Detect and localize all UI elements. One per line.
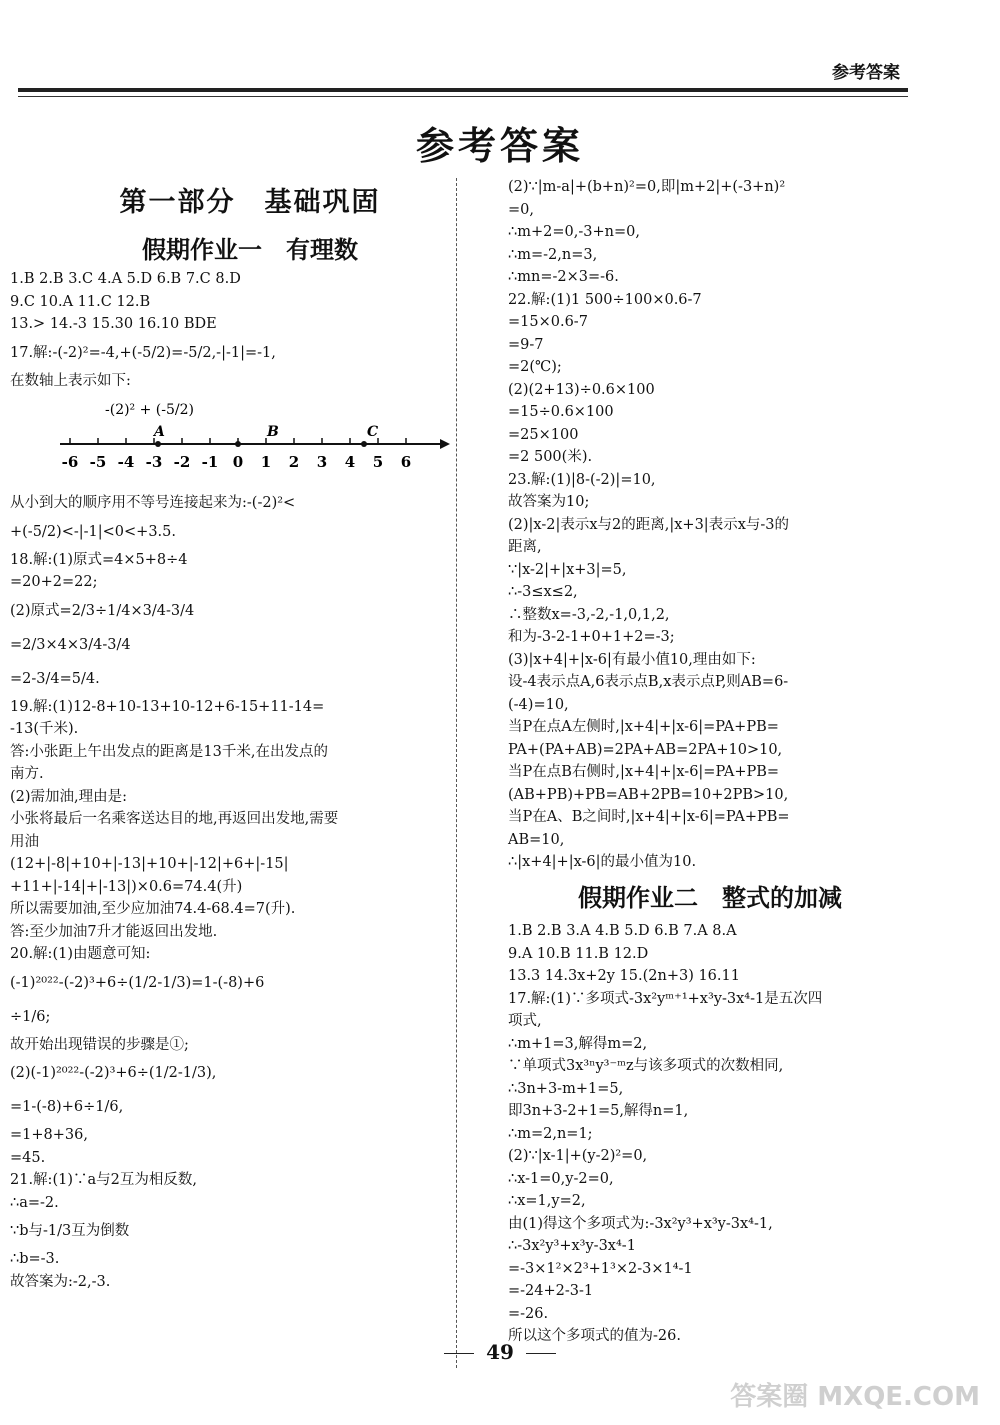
answer-line: ∴整数x=-3,-2,-1,0,1,2, xyxy=(508,606,670,623)
number-line-tick-label: -3 xyxy=(145,453,163,471)
point-a xyxy=(155,441,161,447)
number-line-tick-label: 3 xyxy=(316,453,328,471)
answer-line: 答:小张距上午出发点的距离是13千米,在出发点的 xyxy=(10,743,328,760)
number-line-figure xyxy=(10,392,450,492)
answer-line: 9.C 10.A 11.C 12.B xyxy=(10,293,151,310)
answer-line: 13.> 14.-3 15.30 16.10 BDE xyxy=(10,316,217,332)
answer-line: 答:至少加油7升才能返回出发地. xyxy=(10,923,218,940)
answer-line: =25×100 xyxy=(508,426,579,443)
answer-line: 故答案为:-2,-3. xyxy=(10,1273,111,1290)
answer-line: 1.B 2.B 3.C 4.A 5.D 6.B 7.C 8.D xyxy=(10,271,241,287)
answer-line: 当P在点A左侧时,|x+4|+|x-6|=PA+PB= xyxy=(508,719,779,735)
answer-line: PA+(PA+AB)=2PA+AB=2PA+10>10, xyxy=(508,741,783,758)
answer-line: 故答案为10; xyxy=(508,494,590,510)
answer-line: =1+8+36, xyxy=(10,1127,88,1143)
answer-line: ∴m+1=3,解得m=2, xyxy=(508,1035,648,1052)
answer-line: (2)∵|m-a|+(b+n)²=0,即|m+2|+(-3+n)² xyxy=(508,179,786,195)
section1-title: 假期作业一 有理数 xyxy=(142,236,358,264)
answer-line: ÷1/6; xyxy=(10,1008,51,1025)
answer-line: 小张将最后一名乘客送达目的地,再返回出发地,需要 xyxy=(10,811,339,827)
answer-line: 当P在点B右侧时,|x+4|+|x-6|=PA+PB= xyxy=(508,764,780,780)
answer-line: 所以需要加油,至少应加油74.4-68.4=7(升). xyxy=(10,901,296,917)
number-line-tick-label: -2 xyxy=(173,453,191,471)
answer-line: ∴m+2=0,-3+n=0, xyxy=(508,224,640,240)
answer-line: (3)|x+4|+|x-6|有最小值10,理由如下: xyxy=(508,651,756,668)
watermark: 答案圈 MXQE.COM xyxy=(730,1382,980,1412)
header-rule xyxy=(18,88,908,92)
point-c xyxy=(361,441,367,447)
right-column xyxy=(508,176,928,874)
answer-line: =2-3/4=5/4. xyxy=(10,670,100,687)
point-b-label: B xyxy=(267,424,279,440)
answer-line: ∴a=-2. xyxy=(10,1194,59,1211)
answer-line: 从小到大的顺序用不等号连接起来为:-(-2)²< xyxy=(10,495,296,511)
number-line-tick-label: 0 xyxy=(232,453,244,471)
answer-line: ∴3n+3-m+1=5, xyxy=(508,1080,624,1097)
number-line-tick-label: -5 xyxy=(89,453,107,471)
answer-line: =-3×1²×2³+1³×2-3×1⁴-1 xyxy=(508,1260,693,1277)
answer-line: ∴|x+4|+|x-6|的最小值为10. xyxy=(508,854,697,870)
answer-line: 设-4表示点A,6表示点B,x表示点P,则AB=6- xyxy=(508,674,789,690)
number-line-svg xyxy=(10,392,450,492)
answer-line: =15×0.6-7 xyxy=(508,314,588,330)
answer-line: =45. xyxy=(10,1149,46,1166)
answer-line: ∵单项式3x³ⁿy³⁻ᵐz与该多项式的次数相同, xyxy=(508,1058,784,1074)
number-line-tick-label: -6 xyxy=(61,453,79,471)
answer-line: ∴m=2,n=1; xyxy=(508,1125,593,1142)
answer-line: +11+|-14|+|-13|)×0.6=74.4(升) xyxy=(10,878,243,895)
answer-line: =1-(-8)+6÷1/6, xyxy=(10,1099,124,1115)
answer-line: ∴-3x²y³+x³y-3x⁴-1 xyxy=(508,1238,636,1254)
answer-line: -13(千米). xyxy=(10,721,79,737)
point-a-label: A xyxy=(154,424,165,440)
answer-line: +(-5/2)<-|-1|<0<+3.5. xyxy=(10,523,176,540)
answer-line: =20+2=22; xyxy=(10,574,98,590)
answer-line: 即3n+3-2+1=5,解得n=1, xyxy=(508,1103,689,1119)
answer-line: 13.3 14.3x+2y 15.(2n+3) 16.11 xyxy=(508,968,740,984)
answer-line: 南方. xyxy=(10,766,44,782)
answer-line: ∵|x-2|+|x+3|=5, xyxy=(508,561,627,578)
number-line-tick-label: 6 xyxy=(400,453,412,471)
answer-line: ∴b=-3. xyxy=(10,1251,60,1267)
answer-line: ∵b与-1/3互为倒数 xyxy=(10,1223,130,1239)
page-number-dash-left xyxy=(444,1353,474,1354)
section2-title: 假期作业二 整式的加减 xyxy=(578,884,842,912)
answer-line: =-24+2-3-1 xyxy=(508,1283,594,1299)
answer-line: 所以这个多项式的值为-26. xyxy=(508,1328,681,1344)
page-number xyxy=(0,1340,1000,1364)
answer-line: 故开始出现错误的步骤是①; xyxy=(10,1036,189,1053)
answer-line: 用油 xyxy=(10,833,39,850)
header-rule-thin xyxy=(18,96,908,97)
number-line-tick-label: 4 xyxy=(344,453,356,471)
answer-line: (2)∵|x-1|+(y-2)²=0, xyxy=(508,1148,648,1164)
answer-line: =0, xyxy=(508,201,534,218)
point-b xyxy=(235,441,241,447)
answer-line: 23.解:(1)|8-(-2)|=10, xyxy=(508,471,656,488)
answer-line: (2)原式=2/3÷1/4×3/4-3/4 xyxy=(10,602,195,619)
number-line-arrow xyxy=(440,439,450,449)
number-line-tick-label: -1 xyxy=(201,453,219,471)
answer-line: 17.解:(1)∵多项式-3x²yᵐ⁺¹+x³y-3x⁴-1是五次四 xyxy=(508,990,823,1007)
answer-line: 21.解:(1)∵a与2互为相反数, xyxy=(10,1172,197,1188)
answer-line: 19.解:(1)12-8+10-13+10-12+6-15+11-14= xyxy=(10,698,325,715)
answer-line: =-26. xyxy=(508,1305,549,1322)
answer-line: 由(1)得这个多项式为:-3x²y³+x³y-3x⁴-1, xyxy=(508,1215,773,1232)
answer-line: ∴m=-2,n=3, xyxy=(508,246,598,263)
answer-line: =15÷0.6×100 xyxy=(508,404,614,420)
answer-line: (2)(2+13)÷0.6×100 xyxy=(508,381,655,398)
number-line-tick-label: 2 xyxy=(288,453,300,471)
answer-line: =2 500(米). xyxy=(508,449,593,465)
answer-line: 22.解:(1)1 500÷100×0.6-7 xyxy=(508,291,702,308)
header-tag: 参考答案 xyxy=(832,63,900,83)
answer-line: 当P在A、B之间时,|x+4|+|x-6|=PA+PB= xyxy=(508,809,790,825)
answer-line: 距离, xyxy=(508,539,542,555)
answer-line: AB=10, xyxy=(508,831,565,848)
answer-line: 18.解:(1)原式=4×5+8÷4 xyxy=(10,551,188,568)
answer-line: ∴mn=-2×3=-6. xyxy=(508,269,619,285)
answer-line: ∴x-1=0,y-2=0, xyxy=(508,1170,614,1187)
right-column-lower xyxy=(508,920,928,1348)
number-line-expr: -(2)² + (-5/2) xyxy=(105,402,194,418)
answer-line: 9.A 10.B 11.B 12.D xyxy=(508,945,649,962)
answer-line: (-1)²⁰²²-(-2)³+6÷(1/2-1/3)=1-(-8)+6 xyxy=(10,974,265,991)
answer-line: =9-7 xyxy=(508,336,544,353)
page-number-value: 49 xyxy=(486,1340,514,1364)
answer-line: (AB+PB)+PB=AB+2PB=10+2PB>10, xyxy=(508,786,789,803)
answer-line: 在数轴上表示如下: xyxy=(10,372,131,389)
number-line-tick-label: 1 xyxy=(260,453,272,471)
answer-line: 和为-3-2-1+0+1+2=-3; xyxy=(508,629,675,645)
answer-line: (2)需加油,理由是: xyxy=(10,788,128,805)
answer-line: 项式, xyxy=(508,1013,542,1029)
part-title: 第一部分 基础巩固 xyxy=(119,187,381,218)
answer-line: ∴x=1,y=2, xyxy=(508,1193,586,1209)
answer-line: (12+|-8|+10+|-13|+10+|-12|+6+|-15| xyxy=(10,856,289,872)
main-title: 参考答案 xyxy=(415,124,584,168)
answer-line: 17.解:-(-2)²=-4,+(-5/2)=-5/2,-|-1|=-1, xyxy=(10,344,276,361)
answer-line: =2/3×4×3/4-3/4 xyxy=(10,636,131,653)
answer-line: (2)(-1)²⁰²²-(-2)³+6÷(1/2-1/3), xyxy=(10,1065,217,1081)
page-number-dash-right xyxy=(526,1353,556,1354)
answer-line: =2(℃); xyxy=(508,359,562,375)
left-column xyxy=(10,268,450,1293)
answer-line: (-4)=10, xyxy=(508,696,569,713)
answer-line: ∴-3≤x≤2, xyxy=(508,584,578,600)
point-c-label: C xyxy=(367,424,379,440)
answer-line: 20.解:(1)由题意可知: xyxy=(10,946,151,962)
answer-line: 1.B 2.B 3.A 4.B 5.D 6.B 7.A 8.A xyxy=(508,923,737,939)
number-line-tick-label: 5 xyxy=(372,453,384,471)
column-divider xyxy=(456,178,457,1368)
number-line-tick-label: -4 xyxy=(117,453,135,471)
answer-line: (2)|x-2|表示x与2的距离,|x+3|表示x与-3的 xyxy=(508,516,789,533)
